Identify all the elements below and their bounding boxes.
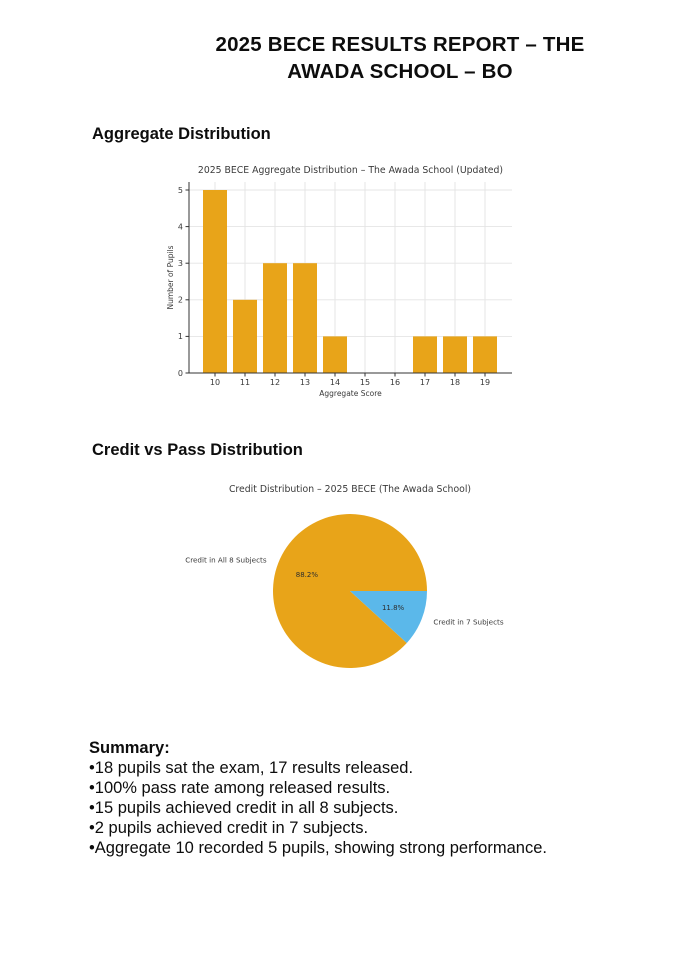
section-heading-aggregate-distribution: Aggregate Distribution [92, 125, 271, 143]
svg-text:14: 14 [329, 378, 341, 387]
document-title-line2: AWADA SCHOOL – BO [287, 60, 513, 83]
document-title-line1: 2025 BECE RESULTS REPORT – THE [215, 33, 585, 56]
summary-bullet-1: •18 pupils sat the exam, 17 results released. [89, 759, 414, 777]
document-title [110, 31, 690, 85]
svg-text:0: 0 [177, 368, 183, 378]
svg-text:1: 1 [177, 332, 183, 342]
svg-text:19: 19 [479, 378, 491, 387]
svg-text:Credit in 7 Subjects: Credit in 7 Subjects [433, 617, 504, 627]
credit-pie-chart [150, 470, 550, 710]
svg-text:18: 18 [449, 378, 461, 387]
summary-bullet-5: •Aggregate 10 recorded 5 pupils, showing strong performance. [89, 839, 547, 857]
svg-text:Credit Distribution – 2025 BEC: Credit Distribution – 2025 BECE (The Awada School) [228, 484, 472, 495]
aggregate-bar-chart [160, 155, 520, 400]
svg-text:12: 12 [269, 378, 281, 387]
svg-text:11: 11 [239, 378, 251, 387]
svg-text:13: 13 [299, 378, 311, 387]
summary-bullet-3: •15 pupils achieved credit in all 8 subjects. [89, 799, 399, 817]
svg-text:5: 5 [177, 185, 183, 195]
svg-text:17: 17 [419, 378, 431, 387]
summary-bullet-2: •100% pass rate among released results. [89, 779, 391, 797]
section-heading-credit-vs-pass: Credit vs Pass Distribution [92, 441, 303, 459]
svg-text:11.8%: 11.8% [381, 604, 405, 613]
svg-text:Aggregate Score: Aggregate Score [319, 389, 382, 398]
svg-text:4: 4 [177, 222, 183, 232]
svg-text:16: 16 [389, 378, 401, 387]
svg-text:88.2%: 88.2% [295, 570, 319, 579]
svg-text:2: 2 [177, 295, 183, 305]
summary-section [89, 738, 664, 858]
svg-text:Credit in All 8 Subjects: Credit in All 8 Subjects [185, 555, 267, 565]
svg-text:3: 3 [177, 259, 183, 268]
summary-bullet-4: •2 pupils achieved credit in 7 subjects. [89, 819, 369, 837]
svg-text:10: 10 [209, 378, 221, 387]
summary-heading: Summary: [89, 739, 170, 757]
svg-text:2025 BECE Aggregate Distributi: 2025 BECE Aggregate Distribution – The Awada School (Updated) [197, 165, 504, 176]
svg-text:Number of Pupils: Number of Pupils [166, 245, 175, 310]
svg-text:15: 15 [359, 378, 371, 387]
